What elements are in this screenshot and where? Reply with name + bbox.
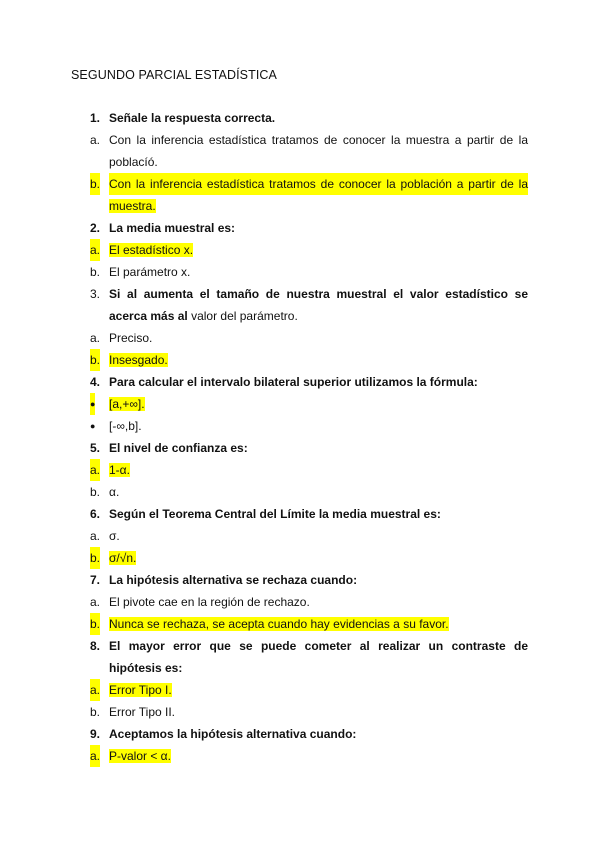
answer-marker: b. [90, 265, 101, 279]
answer-marker: b. [90, 613, 100, 635]
question-text: El nivel de confianza es: [109, 441, 248, 455]
answer-marker: b. [90, 349, 100, 371]
question-text: Según el Teorema Central del Límite la media muestral es: [109, 507, 441, 521]
question-text: La media muestral es: [109, 221, 236, 235]
answer-text: α. [109, 485, 120, 499]
answer-text: El pivote cae en la región de rechazo. [109, 595, 310, 609]
answer-text: σ. [109, 529, 120, 543]
answer-text-wrapper [109, 547, 528, 569]
answer-marker: b. [90, 173, 100, 195]
question-text-normal: valor del parámetro. [187, 309, 298, 323]
question-number: 5. [90, 441, 101, 455]
answer-text-wrapper [109, 349, 528, 371]
question-text: Para calcular el intervalo bilateral superior utilizamos la fórmula: [109, 375, 478, 389]
question-number: 1. [90, 111, 101, 125]
answer-text: 1-α. [109, 463, 130, 477]
answer-text: Error Tipo I. [109, 683, 172, 697]
answer-line-wrapper [109, 195, 528, 217]
answer-line: Con la inferencia estadística tratamos de conocer la muestra a partir de la [109, 133, 528, 147]
bullet-icon: ● [90, 421, 96, 431]
answer-text-wrapper [109, 239, 528, 261]
answer-text: [-∞,b]. [109, 419, 142, 433]
answer-text: El estadístico x. [109, 243, 194, 257]
page-title: SEGUNDO PARCIAL ESTADÍSTICA [71, 68, 277, 82]
answer-text: Insesgado. [109, 353, 168, 367]
answer-text-wrapper [109, 459, 528, 481]
question-number: 7. [90, 573, 101, 587]
answer-marker: b. [90, 705, 101, 719]
bullet-icon: ● [90, 393, 95, 415]
answer-line: muestra. [109, 199, 156, 213]
answer-text-wrapper [109, 679, 528, 701]
answer-marker: a. [90, 529, 101, 543]
question-number: 9. [90, 727, 101, 741]
answer-marker: a. [90, 595, 101, 609]
answer-text-wrapper [109, 393, 528, 415]
question-number: 4. [90, 375, 101, 389]
answer-text: σ/√n. [109, 551, 137, 565]
question-text-bold: acerca más al [109, 309, 188, 323]
question-text-continued [109, 305, 528, 327]
answer-line: Con la inferencia estadística tratamos de conocer la población a partir de la [109, 173, 528, 195]
answer-marker: a. [90, 745, 100, 767]
question-text: Aceptamos la hipótesis alternativa cuando: [109, 727, 357, 741]
question-text: El mayor error que se puede cometer al realizar un contraste de [109, 639, 528, 653]
question-text: Si al aumenta el tamaño de nuestra muestral el valor estadístico se [109, 287, 528, 301]
question-number: 6. [90, 507, 101, 521]
answer-text-wrapper [109, 613, 528, 635]
answer-text: [a,+∞]. [109, 397, 145, 411]
answer-marker: a. [90, 331, 101, 345]
answer-marker: a. [90, 239, 100, 261]
question-text: La hipótesis alternativa se rechaza cuando: [109, 573, 358, 587]
answer-text: El parámetro x. [109, 265, 191, 279]
answer-marker: b. [90, 485, 101, 499]
answer-text: Error Tipo II. [109, 705, 176, 719]
question-text: Señale la respuesta correcta. [109, 111, 276, 125]
answer-text: P-valor < α. [109, 749, 171, 763]
question-text-continued: hipótesis es: [109, 661, 183, 675]
question-number: 8. [90, 639, 101, 653]
answer-text: Preciso. [109, 331, 153, 345]
answer-marker: b. [90, 547, 100, 569]
answer-marker: a. [90, 679, 100, 701]
answer-text-wrapper [109, 745, 528, 767]
answer-line: poblacíó. [109, 155, 158, 169]
answer-text: Nunca se rechaza, se acepta cuando hay evidencias a su favor. [109, 617, 449, 631]
answer-marker: a. [90, 133, 101, 147]
question-number: 2. [90, 221, 101, 235]
answer-marker: a. [90, 459, 100, 481]
question-number: 3. [90, 287, 101, 301]
